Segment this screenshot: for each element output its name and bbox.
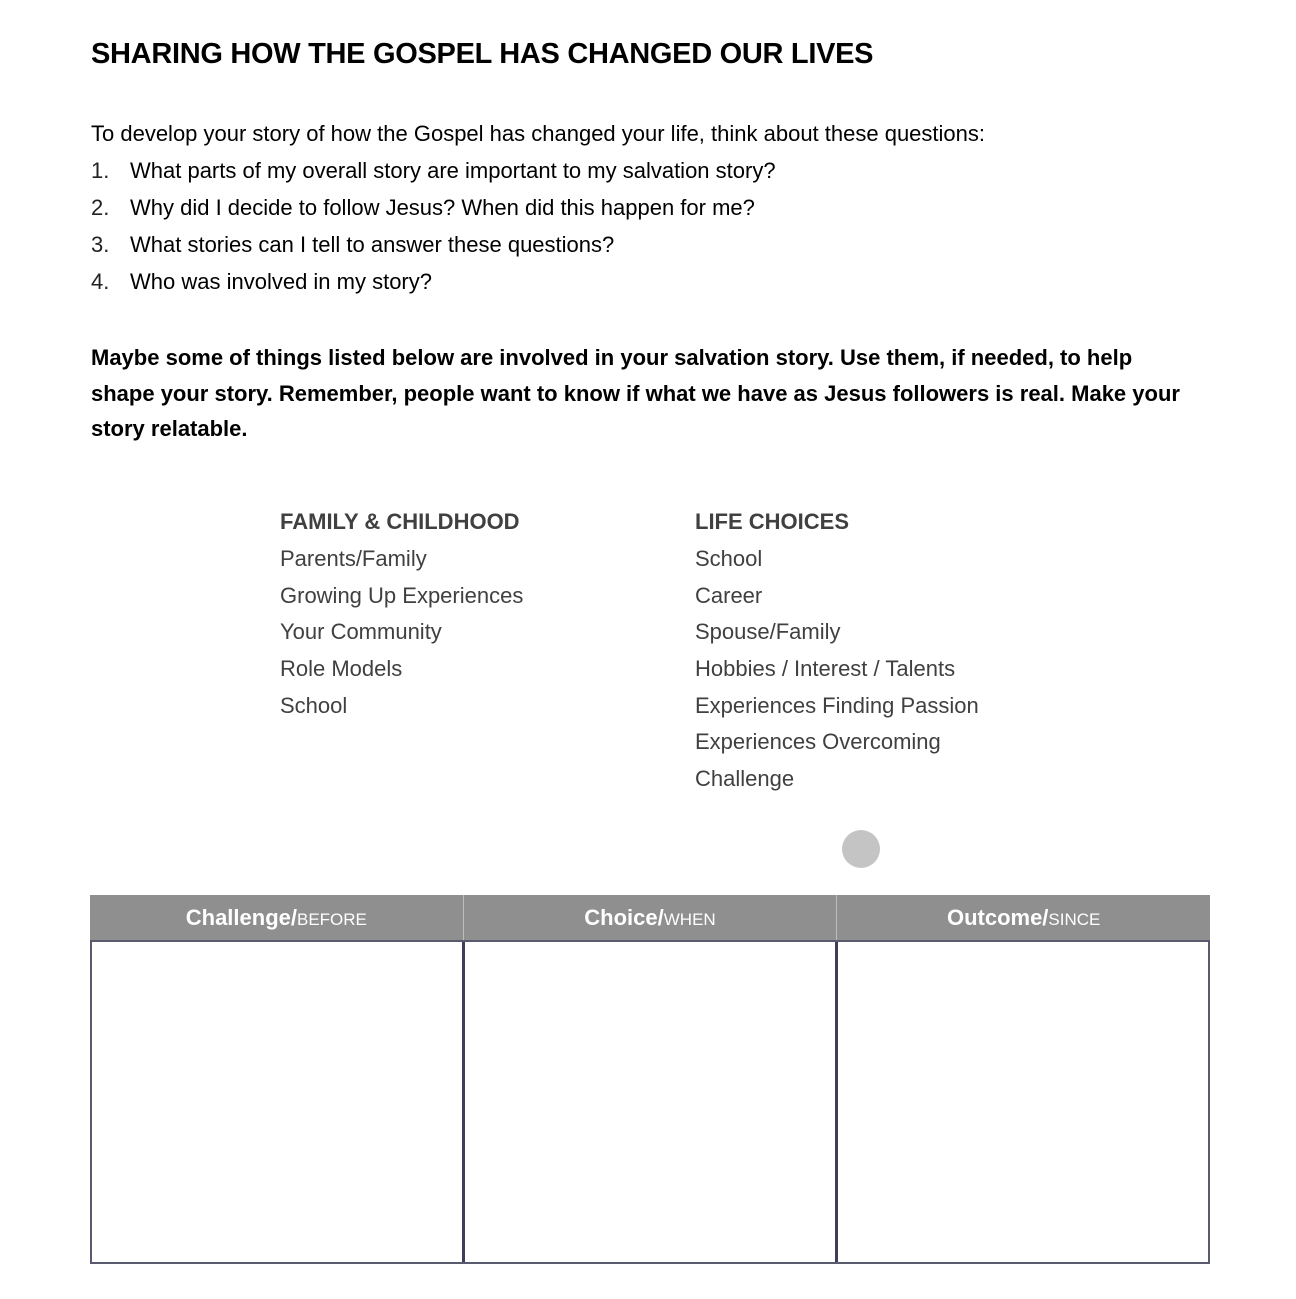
question-number: 2. — [91, 195, 110, 220]
question-text: What stories can I tell to answer these questions? — [130, 232, 615, 257]
outcome-since-cell[interactable] — [838, 942, 1208, 1262]
question-item — [91, 157, 776, 194]
worksheet-body-row — [90, 940, 1210, 1264]
question-item — [91, 268, 776, 305]
page-title: SHARING HOW THE GOSPEL HAS CHANGED OUR LIVES — [91, 38, 874, 70]
question-text: Who was involved in my story? — [130, 269, 432, 294]
questions-list — [91, 157, 776, 305]
life-choices-list — [695, 545, 979, 802]
instruction-note: Maybe some of things listed below are involved in your salvation story. Use them, if needed, to help shape your story. Remember, people want to know if what we have as Jesus followers is real. Make your story relatable. — [91, 345, 1180, 441]
header-sub: WHEN — [663, 910, 716, 929]
life-choices-heading: LIFE CHOICES — [695, 509, 850, 534]
list-item: Growing Up Experiences — [280, 582, 524, 608]
family-childhood-list — [280, 545, 523, 728]
worksheet-header-row — [90, 895, 1210, 940]
choice-when-header — [464, 895, 838, 940]
challenge-before-cell[interactable] — [92, 942, 465, 1262]
family-childhood-column — [280, 508, 523, 728]
header-main: Choice/ — [584, 905, 664, 930]
question-text: What parts of my overall story are important to my salvation story? — [130, 158, 776, 183]
list-item: Role Models — [280, 656, 403, 682]
life-choices-column — [695, 508, 979, 802]
question-text: Why did I decide to follow Jesus? When did this happen for me? — [130, 195, 755, 220]
question-number: 3. — [91, 232, 110, 257]
family-childhood-heading: FAMILY & CHILDHOOD — [280, 509, 520, 534]
header-main: Outcome/ — [946, 905, 1049, 930]
list-item: Hobbies / Interest / Talents — [695, 656, 956, 682]
list-item: Experiences Overcoming — [695, 729, 941, 755]
question-number: 1. — [91, 158, 110, 183]
question-item — [91, 194, 776, 231]
list-item: Experiences Finding Passion — [695, 692, 979, 718]
challenge-before-header — [90, 895, 464, 940]
header-sub: SINCE — [1048, 910, 1101, 929]
cursor-dot — [842, 830, 880, 868]
question-number: 4. — [91, 269, 110, 294]
outcome-since-header — [837, 895, 1210, 940]
story-worksheet-table — [90, 895, 1210, 1264]
list-item: Your Community — [280, 619, 442, 645]
list-item: School — [280, 692, 348, 718]
header-main: Challenge/ — [185, 905, 297, 930]
list-item: Spouse/Family — [695, 619, 841, 645]
intro-text: To develop your story of how the Gospel has changed your life, think about these questions: — [91, 121, 985, 146]
list-item: Career — [695, 582, 763, 608]
question-item — [91, 231, 776, 268]
header-sub: BEFORE — [297, 910, 367, 929]
list-item: Challenge — [695, 766, 795, 792]
list-item: School — [695, 546, 763, 571]
list-item: Parents/Family — [280, 546, 427, 571]
choice-when-cell[interactable] — [465, 942, 838, 1262]
